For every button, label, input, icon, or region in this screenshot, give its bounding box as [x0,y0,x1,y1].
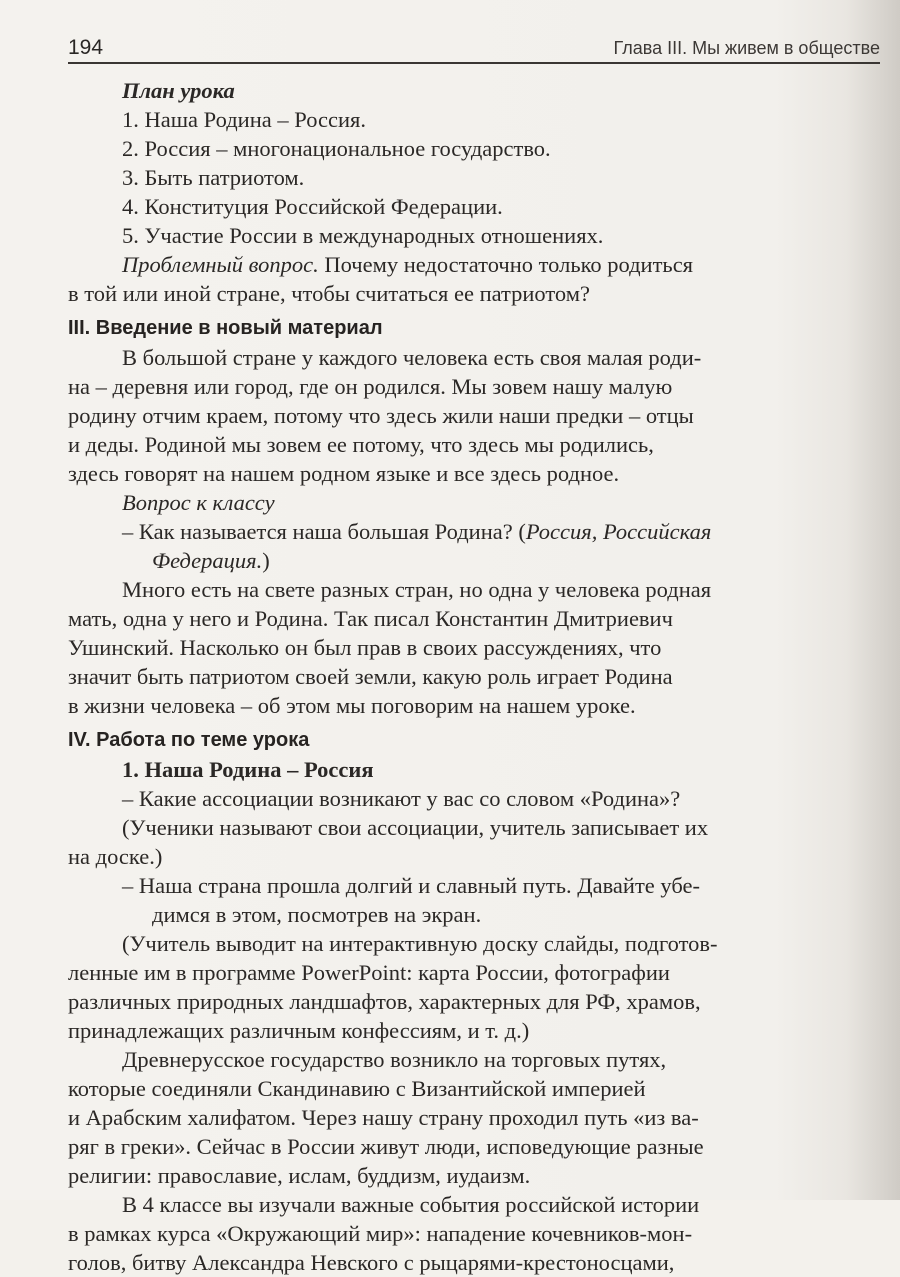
lesson-plan-item: 1. Наша Родина – Россия. [122,107,366,132]
paragraph-line: значит быть патриотом своей земли, какую роль играет Родина [68,664,673,689]
paragraph-line: в рамках курса «Окружающий мир»: нападение кочевников-мон- [68,1221,693,1246]
stage-note: различных природных ландшафтов, характерных для РФ, храмов, [68,989,701,1014]
paragraph-line: мать, одна у него и Родина. Так писал Константин Дмитриевич [68,606,673,631]
paragraph-line: ряг в греки». Сейчас в России живут люди, исповедующие разные [68,1134,704,1159]
lesson-plan-item: 3. Быть патриотом. [122,165,305,190]
class-question-cont: Федерация.) [152,548,270,573]
stage-note: (Ученики называют свои ассоциации, учитель записывает их [122,815,709,840]
page-number: 194 [68,36,104,59]
section-heading-4: IV. Работа по теме урока [68,729,310,751]
stage-note: на доске.) [68,844,163,869]
paragraph-line: на – деревня или город, где он родился. Мы зовем нашу малую [68,374,673,399]
paragraph-line: Древнерусское государство возникло на торговых путях, [122,1047,667,1072]
paragraph-line: и Арабским халифатом. Через нашу страну проходил путь «из ва- [68,1105,699,1130]
paragraph-line: и деды. Родиной мы зовем ее потому, что здесь мы родились, [68,432,654,457]
class-question: – Как называется наша большая Родина? (Россия, Российская [122,519,712,544]
subsection-heading: 1. Наша Родина – Россия [122,757,374,782]
dialogue-line: – Какие ассоциации возникают у вас со словом «Родина»? [122,786,681,811]
paragraph-line: В большой стране у каждого человека есть своя малая роди- [122,345,702,370]
lesson-plan-item: 2. Россия – многонациональное государство. [122,136,551,161]
paragraph-line: здесь говорят на нашем родном языке и все здесь родное. [68,461,620,486]
stage-note: ленные им в программе PowerPoint: карта России, фотографии [68,960,670,985]
problem-question-label: Проблемный вопрос. [122,252,319,277]
page-content [68,76,880,1277]
dialogue-line: – Наша страна прошла долгий и славный путь. Давайте убе- [122,873,700,898]
running-head: Глава III. Мы живем в обществе [613,38,880,58]
paragraph-line: родину отчим краем, потому что здесь жили наши предки – отцы [68,403,694,428]
problem-question-cont: в той или иной стране, чтобы считаться ее патриотом? [68,281,590,306]
stage-note: (Учитель выводит на интерактивную доску слайды, подготов- [122,931,718,956]
paragraph-line: в жизни человека – об этом мы поговорим на нашем уроке. [68,693,636,718]
page-header [68,36,880,64]
stage-note: принадлежащих различным конфессиям, и т. д.) [68,1018,530,1043]
class-question-label: Вопрос к классу [122,490,275,515]
problem-question-text: Почему недостаточно только родиться [318,252,694,277]
paragraph-line: В 4 классе вы изучали важные события российской истории [122,1192,700,1217]
paragraph-line: голов, битву Александра Невского с рыцарями-крестоносцами, [68,1250,675,1275]
dialogue-line: димся в этом, посмотрев на экран. [152,902,482,927]
answer-text: Россия, Российская [525,519,712,544]
section-heading-3: III. Введение в новый материал [68,317,383,339]
lesson-plan-item: 5. Участие России в международных отношениях. [122,223,604,248]
paragraph-line: Ушинский. Насколько он был прав в своих рассуждениях, что [68,635,662,660]
lesson-plan-item: 4. Конституция Российской Федерации. [122,194,503,219]
problem-question [68,250,880,279]
paragraph-line: религии: православие, ислам, буддизм, иудаизм. [68,1163,531,1188]
paragraph-line: которые соединяли Скандинавию с Византийской империей [68,1076,646,1101]
paragraph-line: Много есть на свете разных стран, но одна у человека родная [122,577,712,602]
lesson-plan-title: План урока [122,78,235,103]
